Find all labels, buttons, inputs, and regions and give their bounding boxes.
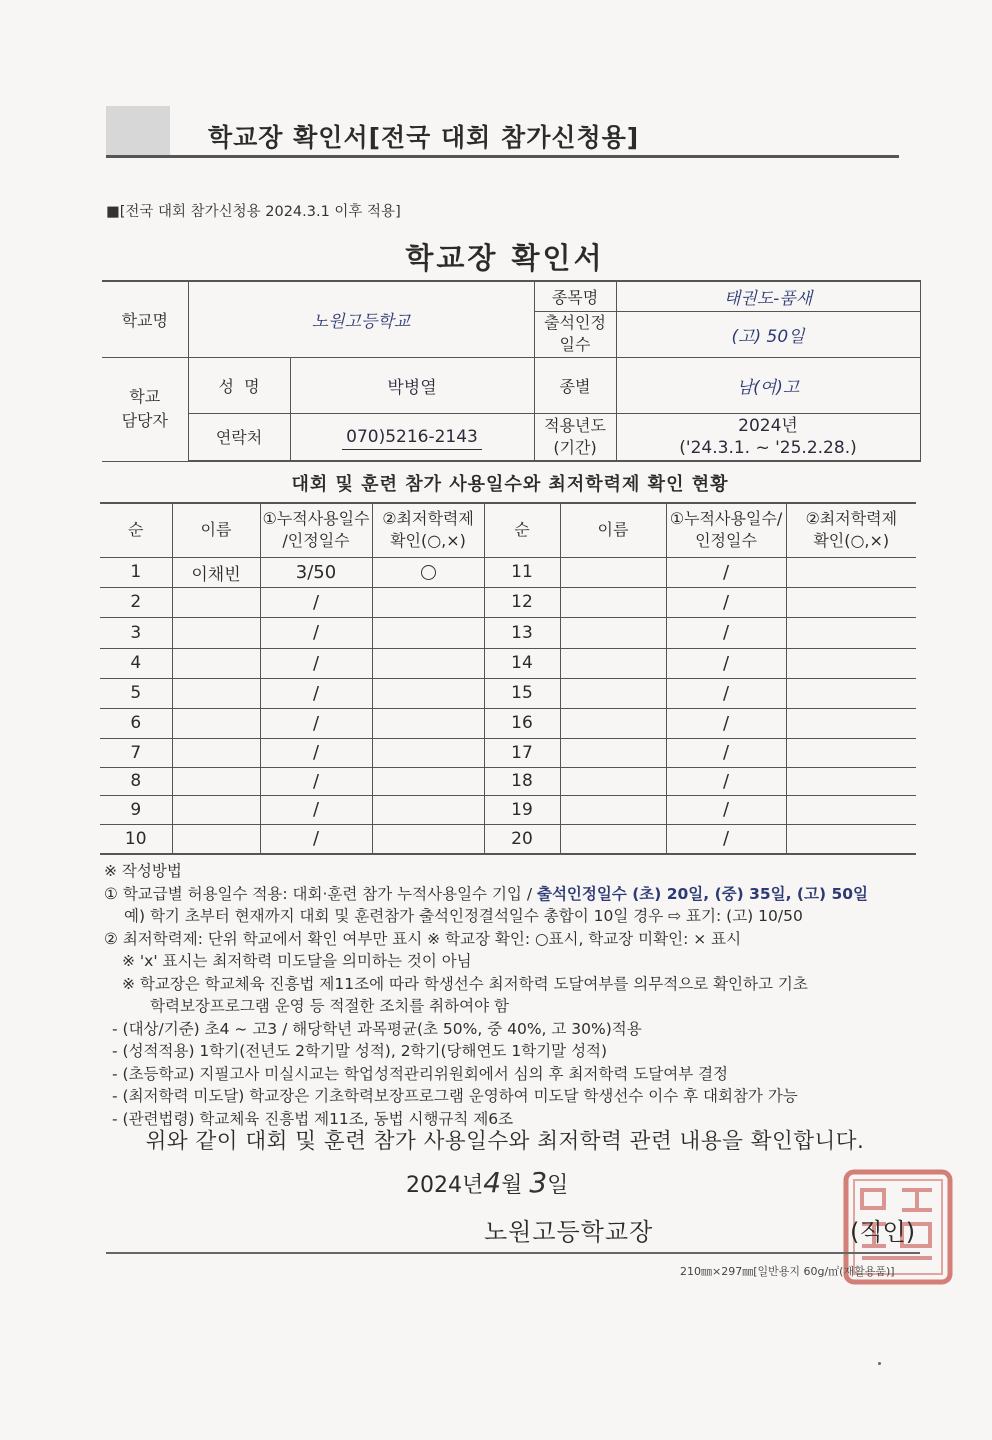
- row-number-right: 16: [484, 708, 560, 738]
- row-check-left: [372, 557, 484, 587]
- table-row: [100, 557, 916, 587]
- row-days-right: /: [666, 557, 786, 587]
- row-number-left: 3: [100, 617, 172, 648]
- year-label: 적용년도 (기간): [534, 413, 616, 461]
- row-check-right: [786, 587, 916, 617]
- row-check-left: [372, 738, 484, 767]
- table-row: [100, 587, 916, 617]
- row-days-left: /: [260, 648, 372, 678]
- row-name-left: [172, 587, 260, 617]
- note-2-principal-cont: 학력보장프로그램 운영 등 적절한 조치를 취하여야 함: [150, 997, 509, 1015]
- table-row: [100, 795, 916, 824]
- row-check-right: [786, 617, 916, 648]
- note-2-x: ※ 'x' 표시는 최저학력 미도달을 의미하는 것이 아님: [122, 952, 472, 970]
- issue-date: 2024년4월 3일: [406, 1166, 569, 1199]
- col-name-right: 이름: [560, 503, 666, 557]
- row-name-right: [560, 617, 666, 648]
- row-check-left: [372, 795, 484, 824]
- row-number-right: 11: [484, 557, 560, 587]
- row-check-left: [372, 617, 484, 648]
- row-number-left: 2: [100, 587, 172, 617]
- row-days-left: /: [260, 767, 372, 795]
- bottom-rule: [106, 1252, 920, 1254]
- row-days-left: /: [260, 708, 372, 738]
- table-row: [100, 738, 916, 767]
- table-row: [100, 617, 916, 648]
- row-name-right: [560, 678, 666, 708]
- table-row: [100, 678, 916, 708]
- row-check-right: [786, 678, 916, 708]
- confirmation-statement: 위와 같이 대회 및 훈련 참가 사용일수와 최저학력 관련 내용을 확인합니다.: [145, 1129, 865, 1154]
- row-name-left: [172, 767, 260, 795]
- row-name-left: [172, 678, 260, 708]
- table-row: [100, 648, 916, 678]
- row-check-right: [786, 738, 916, 767]
- name-label: 성 명: [188, 357, 290, 413]
- row-days-left: /: [260, 738, 372, 767]
- row-days-right: /: [666, 617, 786, 648]
- row-name-right: [560, 708, 666, 738]
- row-days-left: /: [260, 678, 372, 708]
- row-days-right: /: [666, 824, 786, 854]
- form-title: 학교장 확인서: [405, 241, 605, 275]
- school-value: 노원고등학교: [188, 281, 534, 357]
- col-no-right: 순: [484, 503, 560, 557]
- bullet-law: - (관련법령) 학교체육 진흥법 제11조, 동법 시행규칙 제6조: [112, 1109, 514, 1128]
- row-number-right: 19: [484, 795, 560, 824]
- row-check-right: [786, 708, 916, 738]
- seal-label: (직인): [850, 1218, 916, 1246]
- gender-value: 남(여)고: [616, 357, 920, 413]
- row-days-right: /: [666, 587, 786, 617]
- row-name-right: [560, 738, 666, 767]
- col-no-left: 순: [100, 503, 172, 557]
- header-rule: [106, 155, 899, 158]
- row-name-right: [560, 587, 666, 617]
- note-2: ② 최저학력제: 단위 학교에서 확인 여부만 표시 ※ 학교장 확인: ○표시, 학교장 미확인: × 표시: [104, 929, 742, 948]
- row-check-left: [372, 587, 484, 617]
- row-days-left: 3/50: [260, 557, 372, 587]
- event-value: 태권도-품새: [616, 281, 920, 311]
- table-row: [100, 708, 916, 738]
- check-circle-icon: [421, 565, 436, 580]
- gender-label: 종별: [534, 357, 616, 413]
- row-days-right: /: [666, 648, 786, 678]
- row-name-left: [172, 824, 260, 854]
- row-check-left: [372, 708, 484, 738]
- roster-title: 대회 및 훈련 참가 사용일수와 최저학력제 확인 현황: [291, 474, 729, 495]
- bullet-unmet: - (최저학력 미도달) 학교장은 기초학력보장프로그램 운영하여 미도달 학생선수 이수 후 대회참가 가능: [112, 1087, 798, 1105]
- row-number-right: 12: [484, 587, 560, 617]
- note-1-example: 예) 학기 초부터 현재까지 대회 및 훈련참가 출석인정결석일수 총합이 10일 경우 ⇨ 표기: (고) 10/50: [124, 907, 803, 925]
- bullet-grades: - (성적적용) 1학기(전년도 2학기말 성적), 2학기(당해연도 1학기말 성적): [112, 1042, 608, 1060]
- row-name-left: [172, 617, 260, 648]
- row-days-right: /: [666, 708, 786, 738]
- bullet-target: - (대상/기준) 초4 ~ 고3 / 해당학년 과목평균(초 50%, 중 40%, 고 30%)적용: [112, 1019, 642, 1038]
- row-number-right: 15: [484, 678, 560, 708]
- row-days-right: /: [666, 678, 786, 708]
- row-check-right: [786, 795, 916, 824]
- roster-table: [100, 502, 916, 855]
- row-number-right: 13: [484, 617, 560, 648]
- row-days-right: /: [666, 738, 786, 767]
- row-number-right: 17: [484, 738, 560, 767]
- subheading: ■[전국 대회 참가신청용 2024.3.1 이후 적용]: [106, 204, 401, 220]
- notes-heading: ※ 작성방법: [104, 862, 182, 880]
- row-number-right: 18: [484, 767, 560, 795]
- row-number-left: 7: [100, 738, 172, 767]
- row-name-right: [560, 795, 666, 824]
- row-name-left: [172, 738, 260, 767]
- note-1: ① 학교급별 허용일수 적용: 대회·훈련 참가 누적사용일수 기입 / 출석인정일수 (초) 20일, (중) 35일, (고) 50일: [104, 884, 869, 903]
- row-name-left: [172, 708, 260, 738]
- header-gray-block: [106, 106, 170, 158]
- row-number-left: 4: [100, 648, 172, 678]
- header-title: 학교장 확인서[전국 대회 참가신청용]: [208, 123, 640, 152]
- event-label: 종목명: [534, 281, 616, 311]
- row-name-right: [560, 824, 666, 854]
- paper-spec: 210㎜×297㎜[일반용지 60g/㎡(재활용품)]: [680, 1265, 895, 1278]
- row-name-left: [172, 795, 260, 824]
- row-number-left: 5: [100, 678, 172, 708]
- row-check-right: [786, 767, 916, 795]
- attendance-label: 출석인정 일수: [534, 311, 616, 357]
- row-name-left: [172, 648, 260, 678]
- row-days-right: /: [666, 795, 786, 824]
- row-number-left: 9: [100, 795, 172, 824]
- contact-value: 070)5216-2143: [290, 413, 534, 461]
- principal-name: 노원고등학교장: [484, 1218, 654, 1246]
- row-check-left: [372, 678, 484, 708]
- col-check-left: ②최저학력제 확인(○,×): [372, 503, 484, 557]
- col-days-left: ①누적사용일수 /인정일수: [260, 503, 372, 557]
- col-check-right: ②최저학력제 확인(○,×): [786, 503, 916, 557]
- row-check-left: [372, 824, 484, 854]
- col-name-left: 이름: [172, 503, 260, 557]
- instructions: [104, 860, 924, 1130]
- row-number-left: 1: [100, 557, 172, 587]
- manager-label: 학교 담당자: [102, 357, 188, 461]
- row-days-left: /: [260, 824, 372, 854]
- paper-speck: [878, 1362, 881, 1365]
- row-check-right: [786, 824, 916, 854]
- row-days-right: /: [666, 767, 786, 795]
- bullet-elementary: - (초등학교) 지필고사 미실시교는 학업성적관리위원회에서 심의 후 최저학력 도달여부 결정: [112, 1064, 729, 1083]
- row-days-left: /: [260, 617, 372, 648]
- table-row: [100, 767, 916, 795]
- table-row: [100, 824, 916, 854]
- attendance-value: (고) 50일: [616, 311, 920, 357]
- row-name-right: [560, 648, 666, 678]
- row-number-left: 10: [100, 824, 172, 854]
- row-check-left: [372, 767, 484, 795]
- row-check-right: [786, 557, 916, 587]
- year-value: 2024년 ('24.3.1. ~ '25.2.28.): [616, 413, 920, 461]
- name-value: 박병열: [290, 357, 534, 413]
- row-check-left: [372, 648, 484, 678]
- row-number-right: 20: [484, 824, 560, 854]
- row-name-right: [560, 557, 666, 587]
- row-number-left: 8: [100, 767, 172, 795]
- row-days-left: /: [260, 587, 372, 617]
- row-days-left: /: [260, 795, 372, 824]
- col-days-right: ①누적사용일수/ 인정일수: [666, 503, 786, 557]
- row-number-right: 14: [484, 648, 560, 678]
- row-number-left: 6: [100, 708, 172, 738]
- info-table: [102, 280, 921, 462]
- row-check-right: [786, 648, 916, 678]
- note-2-principal: ※ 학교장은 학교체육 진흥법 제11조에 따라 학생선수 최저학력 도달여부를 의무적으로 확인하고 기초: [122, 974, 808, 993]
- contact-label: 연락처: [188, 413, 290, 461]
- school-label: 학교명: [102, 281, 188, 357]
- row-name-right: [560, 767, 666, 795]
- row-name-left: 이채빈: [172, 557, 260, 587]
